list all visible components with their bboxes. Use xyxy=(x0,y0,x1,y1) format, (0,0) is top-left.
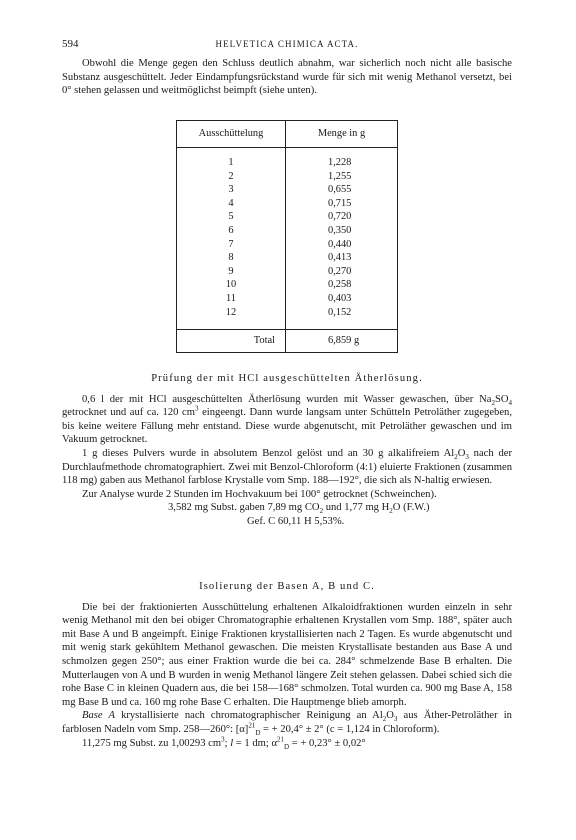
total-value: 6,859 g xyxy=(286,330,398,353)
cell-amount: 0,720 xyxy=(286,210,398,224)
cell-amount: 0,440 xyxy=(286,238,398,252)
cell-amount: 0,403 xyxy=(286,292,398,306)
cell-extraction-number: 10 xyxy=(177,278,286,292)
cell-extraction-number: 8 xyxy=(177,251,286,265)
section-heading-isolierung: Isolierung der Basen A, B und C. xyxy=(199,581,375,592)
extraction-table-container xyxy=(176,120,398,353)
table-row xyxy=(177,224,398,238)
table-header-amount: Menge in g xyxy=(286,121,398,148)
section-isolierung xyxy=(62,580,512,750)
cell-extraction-number: 2 xyxy=(177,170,286,184)
intro-paragraph-block xyxy=(62,57,512,98)
journal-title: HELVETICA CHIMICA ACTA. xyxy=(215,39,359,49)
cell-amount: 0,715 xyxy=(286,197,398,211)
section-heading-pruefung: Prüfung der mit HCl ausgeschüttelten Ätherlösung. xyxy=(151,373,423,384)
paragraph-wash: 0,6 l der mit HCl ausgeschüttelten Ätherlösung wurden mit Wasser gewaschen, über $Na_2SO_4$ getrocknet und auf ca. 120 $cm^3$ eingeengt. Dann wurde langsam unter Schütteln Petroläther zugegeben, bis keine weitere Fällung mehr entstand. Diese wurde abgenutscht, mit Petroläther gewaschen und im Vakuum getrocknet. xyxy=(62,393,512,446)
table-header-extraction: Ausschüttelung xyxy=(177,121,286,148)
table-row xyxy=(177,278,398,292)
cell-amount: 0,152 xyxy=(286,306,398,330)
cell-extraction-number: 11 xyxy=(177,292,286,306)
paragraph-analysis: Zur Analyse wurde 2 Stunden im Hochvakuum bei 100° getrocknet (Schweinchen). xyxy=(82,488,437,500)
intro-paragraph: Obwohl die Menge gegen den Schluss deutlich abnahm, war sicherlich noch nicht alle basische Substanz ausgeschüttelt. Jeder Eindampfungsrückstand wurde für sich mit wenig Methanol versetzt, bei 0° stehen gelassen und weitmöglichst beimpft (siehe unten). xyxy=(62,58,512,97)
analysis-line: 3,582 mg Subst. gaben 7,89 mg $CO_2$ und 1,77 mg $H_2O$ (F.W.) xyxy=(168,502,430,516)
cell-extraction-number: 9 xyxy=(177,265,286,279)
table-row xyxy=(177,265,398,279)
total-label: Total xyxy=(177,330,286,353)
table-total-row xyxy=(177,330,398,353)
extraction-table xyxy=(176,120,398,353)
paragraph-fractionation: Die bei der fraktionierten Ausschüttelung erhaltenen Alkaloidfraktionen wurden einzeln in sehr wenig Methanol mit den bei obiger Chromatographie erhaltenen Krystallen vom Smp. 188°, später auch mit Base A und B angeimpft. Einige Fraktionen krystallisierten nach 2 Tagen. Es wurde abgenutscht und mit wenig stark gekühltem Methanol gewaschen. Die meisten Krystallisate bestanden aus Base A und schmolzen gegen 250°; aus einer Fraktion wurde die bei ca. 284° schmelzende Base B erhalten. Die Mutterlaugen von A und B wurden in wenig Methanol längere Zeit stehen gelassen. Dabei schied sich die rohe Base C in kleinen Quadern aus, die bei 158—168° schmolzen. Total wurden ca. 900 mg Base A, 158 mg Base B und ca. 160 mg rohe Base C erhalten. Die Hauptmenge blieb amorph. xyxy=(62,601,512,708)
paragraph-base-a: Base A krystallisierte nach chromatographischer Reinigung an $Al_2O_3$ aus Äther-Petroläther in farblosen Nadeln vom Smp. 258—260°: $[\alpha]^{21}_D$ = + 20,4° ± 2° (c = 1,124 in Chloroform). xyxy=(62,710,512,738)
cell-extraction-number: 5 xyxy=(177,210,286,224)
table-row xyxy=(177,148,398,170)
table-row xyxy=(177,197,398,211)
cell-extraction-number: 6 xyxy=(177,224,286,238)
table-row xyxy=(177,183,398,197)
cell-extraction-number: 1 xyxy=(177,148,286,170)
analysis-found-line: Gef. C 60,11 H 5,53%. xyxy=(247,515,345,527)
section-pruefung xyxy=(62,372,512,529)
cell-extraction-number: 7 xyxy=(177,238,286,252)
cell-amount: 1,228 xyxy=(286,148,398,170)
table-row xyxy=(177,238,398,252)
table-row xyxy=(177,210,398,224)
cell-amount: 0,270 xyxy=(286,265,398,279)
cell-extraction-number: 4 xyxy=(177,197,286,211)
cell-amount: 0,258 xyxy=(286,278,398,292)
table-row xyxy=(177,251,398,265)
table-row xyxy=(177,292,398,306)
cell-amount: 0,655 xyxy=(286,183,398,197)
cell-extraction-number: 3 xyxy=(177,183,286,197)
cell-amount: 0,350 xyxy=(286,224,398,238)
cell-extraction-number: 12 xyxy=(177,306,286,330)
cell-amount: 0,413 xyxy=(286,251,398,265)
table-body xyxy=(177,148,398,353)
paragraph-rotation: 11,275 mg Subst. zu 1,00293 $cm^3$; l = 1 dm; $\alpha^{21}_D$ = + 0,23° ± 0,02° xyxy=(82,735,366,751)
page-number: 594 xyxy=(62,38,79,50)
table-row xyxy=(177,170,398,184)
table-row xyxy=(177,306,398,330)
page-header xyxy=(62,38,512,52)
paragraph-chromatography: 1 g dieses Pulvers wurde in absolutem Benzol gelöst und an 30 g alkalifreiem $Al_2O_3$ nach der Durchlaufmethode chromatographiert. Zwei mit Benzol-Chloroform (4:1) eluierte Fraktionen (zusammen 118 mg) gaben aus Methanol farblose Krystalle vom Smp. 188—192°, die sich als N-haltig erwiesen. xyxy=(62,447,512,487)
cell-amount: 1,255 xyxy=(286,170,398,184)
